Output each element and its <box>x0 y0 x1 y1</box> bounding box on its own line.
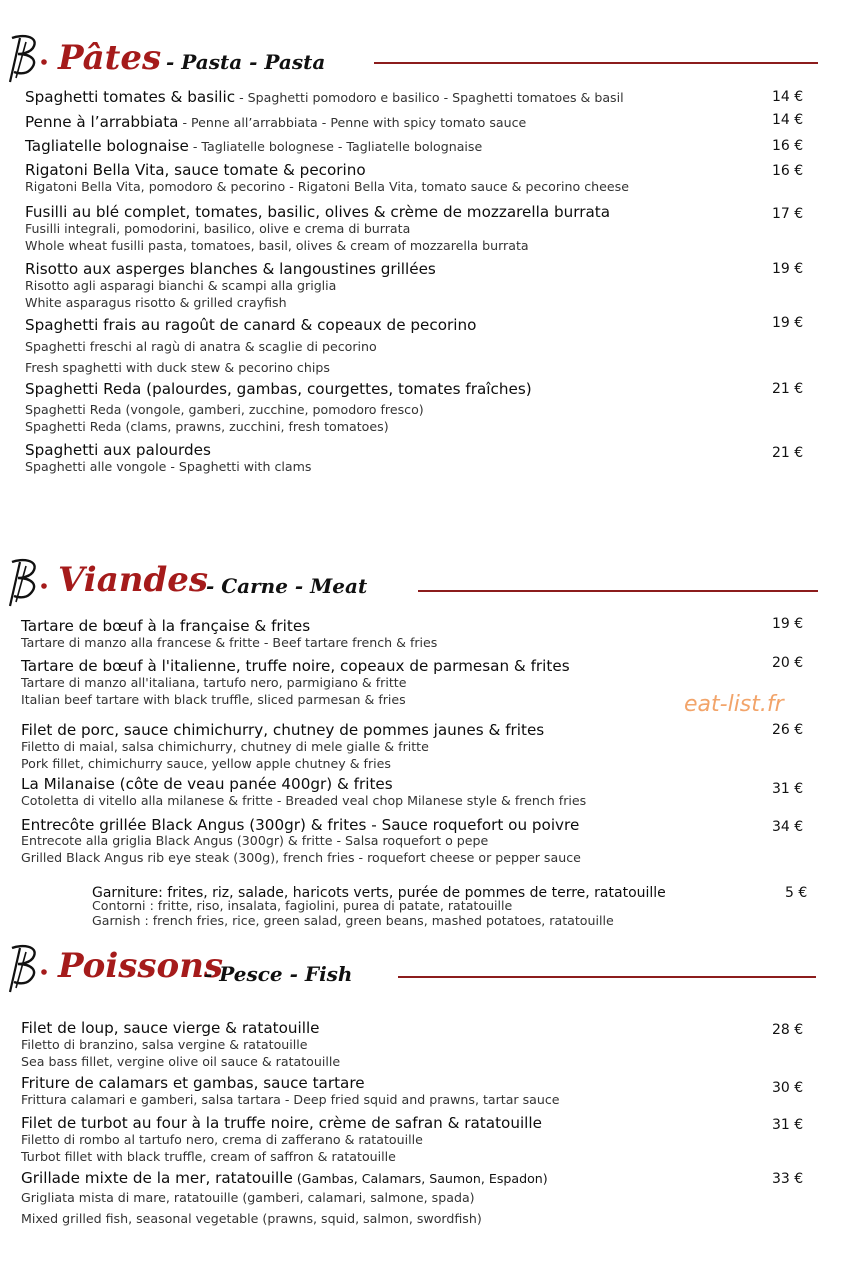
section-divider <box>398 976 816 978</box>
item-translation: Spaghetti Reda (vongole, gamberi, zucchine, pomodoro fresco) <box>25 402 424 417</box>
item-name: Filet de loup, sauce vierge & ratatouille <box>21 1019 320 1037</box>
item-translation: - Spaghetti pomodoro e basilico - Spaghetti tomatoes & basil <box>235 90 624 105</box>
item-price: 26 € <box>772 722 804 738</box>
item-price: 31 € <box>772 781 804 797</box>
item-name: Entrecôte grillée Black Angus (300gr) & frites - Sauce roquefort ou poivre <box>21 816 580 834</box>
section-header-viandes <box>0 556 850 616</box>
item-translation: Tartare di manzo alla francese & fritte - Beef tartare french & fries <box>21 635 438 650</box>
section-title: Viandes <box>58 560 208 600</box>
item-name: Grillade mixte de la mer, ratatouille <box>21 1169 293 1187</box>
section-title: Poissons <box>58 946 224 986</box>
section-subtitle: - Carne - Meat <box>206 574 368 598</box>
item-name: Tartare de bœuf à l'italienne, truffe noire, copeaux de parmesan & frites <box>21 657 570 675</box>
item-translation: White asparagus risotto & grilled crayfish <box>25 295 287 310</box>
item-translation: Filetto di rombo al tartufo nero, crema di zafferano & ratatouille <box>21 1132 423 1147</box>
item-translation: Spaghetti Reda (clams, prawns, zucchini, fresh tomatoes) <box>25 419 389 434</box>
item-translation: Grilled Black Angus rib eye steak (300g), french fries - roquefort cheese or pepper sauce <box>21 850 581 865</box>
item-name: Risotto aux asperges blanches & langoustines grillées <box>25 260 436 278</box>
item-translation: Filetto di maial, salsa chimichurry, chutney di mele gialle & fritte <box>21 739 429 754</box>
item-name: Spaghetti tomates & basilic <box>25 88 236 106</box>
section-divider <box>418 590 818 592</box>
bella-vita-logo-icon <box>4 942 52 998</box>
section-subtitle: - Pesce - Fish <box>204 962 353 986</box>
item-name: Filet de turbot au four à la truffe noire, crème de safran & ratatouille <box>21 1114 542 1132</box>
item-name: Fusilli au blé complet, tomates, basilic, olives & crème de mozzarella burrata <box>25 203 611 221</box>
item-translation: Frittura calamari e gamberi, salsa tartara - Deep fried squid and prawns, tartar sauce <box>21 1092 560 1107</box>
item-name: Spaghetti frais au ragoût de canard & copeaux de pecorino <box>25 316 477 334</box>
item-price: 16 € <box>772 163 804 179</box>
item-price: 19 € <box>772 315 804 331</box>
item-name: Garniture: frites, riz, salade, haricots verts, purée de pommes de terre, ratatouille <box>92 885 666 901</box>
item-translation: - Tagliatelle bolognese - Tagliatelle bolognaise <box>188 139 483 154</box>
item-price: 16 € <box>772 138 804 154</box>
item-translation: Fusilli integrali, pomodorini, basilico, olive e crema di burrata <box>25 221 411 236</box>
item-name: Tagliatelle bolognaise <box>25 137 189 155</box>
item-translation: - Penne all’arrabbiata - Penne with spicy tomato sauce <box>178 115 527 130</box>
item-translation: Filetto di branzino, salsa vergine & ratatouille <box>21 1037 308 1052</box>
item-name: Penne à l’arrabbiata <box>25 113 179 131</box>
watermark-text: eat-list.fr <box>684 692 784 717</box>
item-translation: Contorni : fritte, riso, insalata, fagiolini, purea di patate, ratatouille <box>92 898 513 913</box>
item-translation: Spaghetti freschi al ragù di anatra & scaglie di pecorino <box>25 339 377 354</box>
item-translation: Italian beef tartare with black truffle, sliced parmesan & fries <box>21 692 406 707</box>
section-divider <box>374 62 818 64</box>
item-detail: (Gambas, Calamars, Saumon, Espadon) <box>292 1171 548 1186</box>
item-price: 19 € <box>772 261 804 277</box>
item-translation: Turbot fillet with black truffle, cream of saffron & ratatouille <box>21 1149 396 1164</box>
section-header-pates <box>0 32 850 92</box>
section-title: Pâtes <box>58 38 162 78</box>
item-price: 17 € <box>772 206 804 222</box>
bella-vita-logo-icon <box>4 556 52 612</box>
item-price: 19 € <box>772 616 804 632</box>
item-translation: Whole wheat fusilli pasta, tomatoes, basil, olives & cream of mozzarella burrata <box>25 238 529 253</box>
item-translation: Entrecote alla griglia Black Angus (300gr) & fritte - Salsa roquefort o pepe <box>21 833 489 848</box>
item-price: 14 € <box>772 89 804 105</box>
item-name: Rigatoni Bella Vita, sauce tomate & pecorino <box>25 161 366 179</box>
item-translation: Tartare di manzo all'italiana, tartufo nero, parmigiano & fritte <box>21 675 407 690</box>
item-name: Tartare de bœuf à la française & frites <box>21 617 311 635</box>
item-translation: Sea bass fillet, vergine olive oil sauce & ratatouille <box>21 1054 341 1069</box>
item-price: 20 € <box>772 655 804 671</box>
item-name: La Milanaise (côte de veau panée 400gr) & frites <box>21 775 393 793</box>
bella-vita-logo-icon <box>4 32 52 88</box>
section-subtitle: - Pasta - Pasta <box>166 50 326 74</box>
item-price: 28 € <box>772 1022 804 1038</box>
item-translation: Pork fillet, chimichurry sauce, yellow apple chutney & fries <box>21 756 391 771</box>
item-translation: Rigatoni Bella Vita, pomodoro & pecorino - Rigatoni Bella Vita, tomato sauce & pecorino cheese <box>25 179 629 194</box>
item-price: 14 € <box>772 112 804 128</box>
item-price: 21 € <box>772 381 804 397</box>
item-translation: Mixed grilled fish, seasonal vegetable (prawns, squid, salmon, swordfish) <box>21 1211 482 1226</box>
item-translation: Cotoletta di vitello alla milanese & fritte - Breaded veal chop Milanese style & french fries <box>21 793 587 808</box>
item-price: 30 € <box>772 1080 804 1096</box>
item-price: 31 € <box>772 1117 804 1133</box>
item-translation: Fresh spaghetti with duck stew & pecorino chips <box>25 360 330 375</box>
section-header-poissons <box>0 942 850 1002</box>
item-translation: Garnish : french fries, rice, green salad, green beans, mashed potatoes, ratatouille <box>92 913 614 928</box>
item-price: 5 € <box>785 885 808 901</box>
item-price: 34 € <box>772 819 804 835</box>
item-translation: Spaghetti alle vongole - Spaghetti with clams <box>25 459 312 474</box>
item-name: Filet de porc, sauce chimichurry, chutney de pommes jaunes & frites <box>21 721 545 739</box>
item-price: 33 € <box>772 1171 804 1187</box>
item-translation: Risotto agli asparagi bianchi & scampi alla griglia <box>25 278 337 293</box>
item-name: Spaghetti aux palourdes <box>25 441 211 459</box>
item-name: Friture de calamars et gambas, sauce tartare <box>21 1074 365 1092</box>
item-name: Spaghetti Reda (palourdes, gambas, courgettes, tomates fraîches) <box>25 380 532 398</box>
item-price: 21 € <box>772 445 804 461</box>
item-translation: Grigliata mista di mare, ratatouille (gamberi, calamari, salmone, spada) <box>21 1190 475 1205</box>
